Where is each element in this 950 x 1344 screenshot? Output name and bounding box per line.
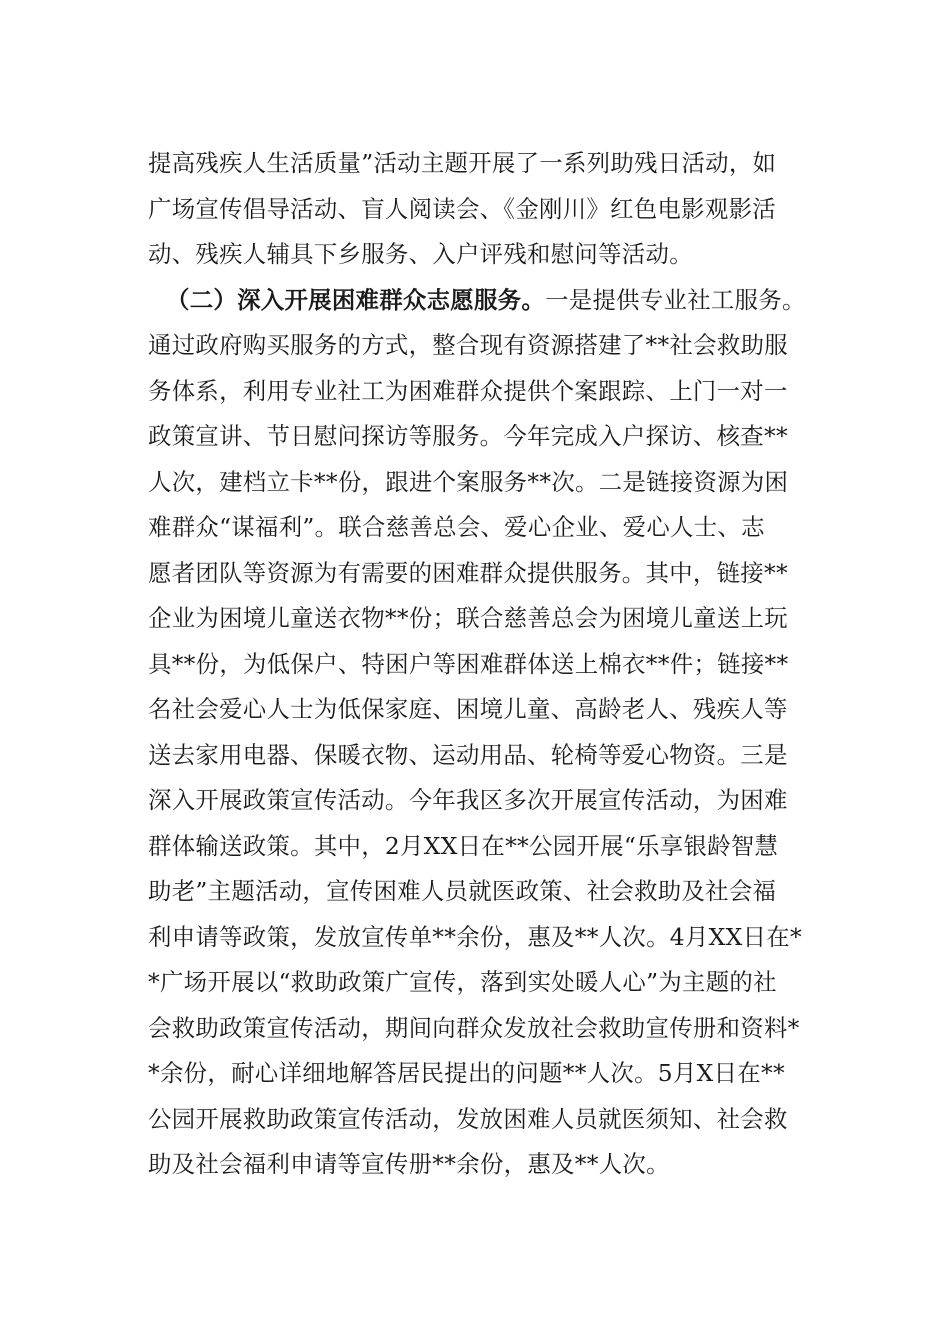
section-heading-rest: 一是提供专业社工服务。 bbox=[545, 285, 806, 314]
text-line: 政策宣讲、节日慰问探访等服务。今年完成入户探访、核查** bbox=[148, 422, 788, 450]
text-line: 利申请等政策，发放宣传单**余份，惠及**人次。4月XX日在* bbox=[148, 922, 802, 951]
text-line: 群体输送政策。其中，2月XX日在**公园开展“乐享银龄智慧 bbox=[148, 831, 779, 860]
text-line: 人次，建档立卡**份，跟进个案服务**次。二是链接资源为困 bbox=[148, 467, 789, 496]
text-line: 愿者团队等资源为有需要的困难群众提供服务。其中，链接** bbox=[148, 558, 788, 587]
text-line: 深入开展政策宣传活动。今年我区多次开展宣传活动，为困难 bbox=[148, 786, 788, 814]
text-line: 公园开展救助政策宣传活动，发放困难人员就医须知、社会救 bbox=[148, 1104, 788, 1133]
section-heading: （二）深入开展困难群众志愿服务。 bbox=[166, 285, 546, 314]
text-line: 送去家用电器、保暖衣物、运动用品、轮椅等爱心物资。三是 bbox=[148, 740, 788, 769]
section-heading-line bbox=[148, 278, 820, 324]
text-line: 广场宣传倡导活动、盲人阅读会、《金刚川》红色电影观影活 bbox=[148, 194, 776, 223]
text-line: *余份，耐心详细地解答居民提出的问题**人次。5月X日在** bbox=[148, 1059, 785, 1087]
text-line: 助老”主题活动，宣传困难人员就医政策、社会救助及社会福 bbox=[148, 877, 777, 905]
body-text bbox=[148, 141, 820, 1188]
text-line: 动、残疾人辅具下乡服务、入户评残和慰问等活动。 bbox=[148, 240, 693, 268]
text-line: 务体系，利用专业社工为困难群众提供个案跟踪、上门一对一 bbox=[148, 376, 788, 405]
text-line: 企业为困境儿童送衣物**份；联合慈善总会为困境儿童送上玩 bbox=[148, 604, 788, 632]
text-line: 会救助政策宣传活动，期间向群众发放社会救助宣传册和资料* bbox=[148, 1013, 800, 1042]
text-line: 名社会爱心人士为低保家庭、困境儿童、高龄老人、残疾人等 bbox=[148, 695, 788, 723]
text-line: 通过政府购买服务的方式，整合现有资源搭建了**社会救助服 bbox=[148, 331, 788, 359]
text-line: 提高残疾人生活质量”活动主题开展了一系列助残日活动，如 bbox=[148, 149, 777, 177]
text-line: *广场开展以“救助政策广宣传，落到实处暖人心”为主题的社 bbox=[148, 968, 777, 996]
text-line: 难群众“谋福利”。联合慈善总会、爱心企业、爱心人士、志 bbox=[148, 513, 765, 541]
text-line: 助及社会福利申请等宣传册**余份，惠及**人次。 bbox=[148, 1150, 670, 1178]
text-line: 具**份，为低保户、特困户等困难群体送上棉衣**件；链接** bbox=[148, 649, 789, 678]
